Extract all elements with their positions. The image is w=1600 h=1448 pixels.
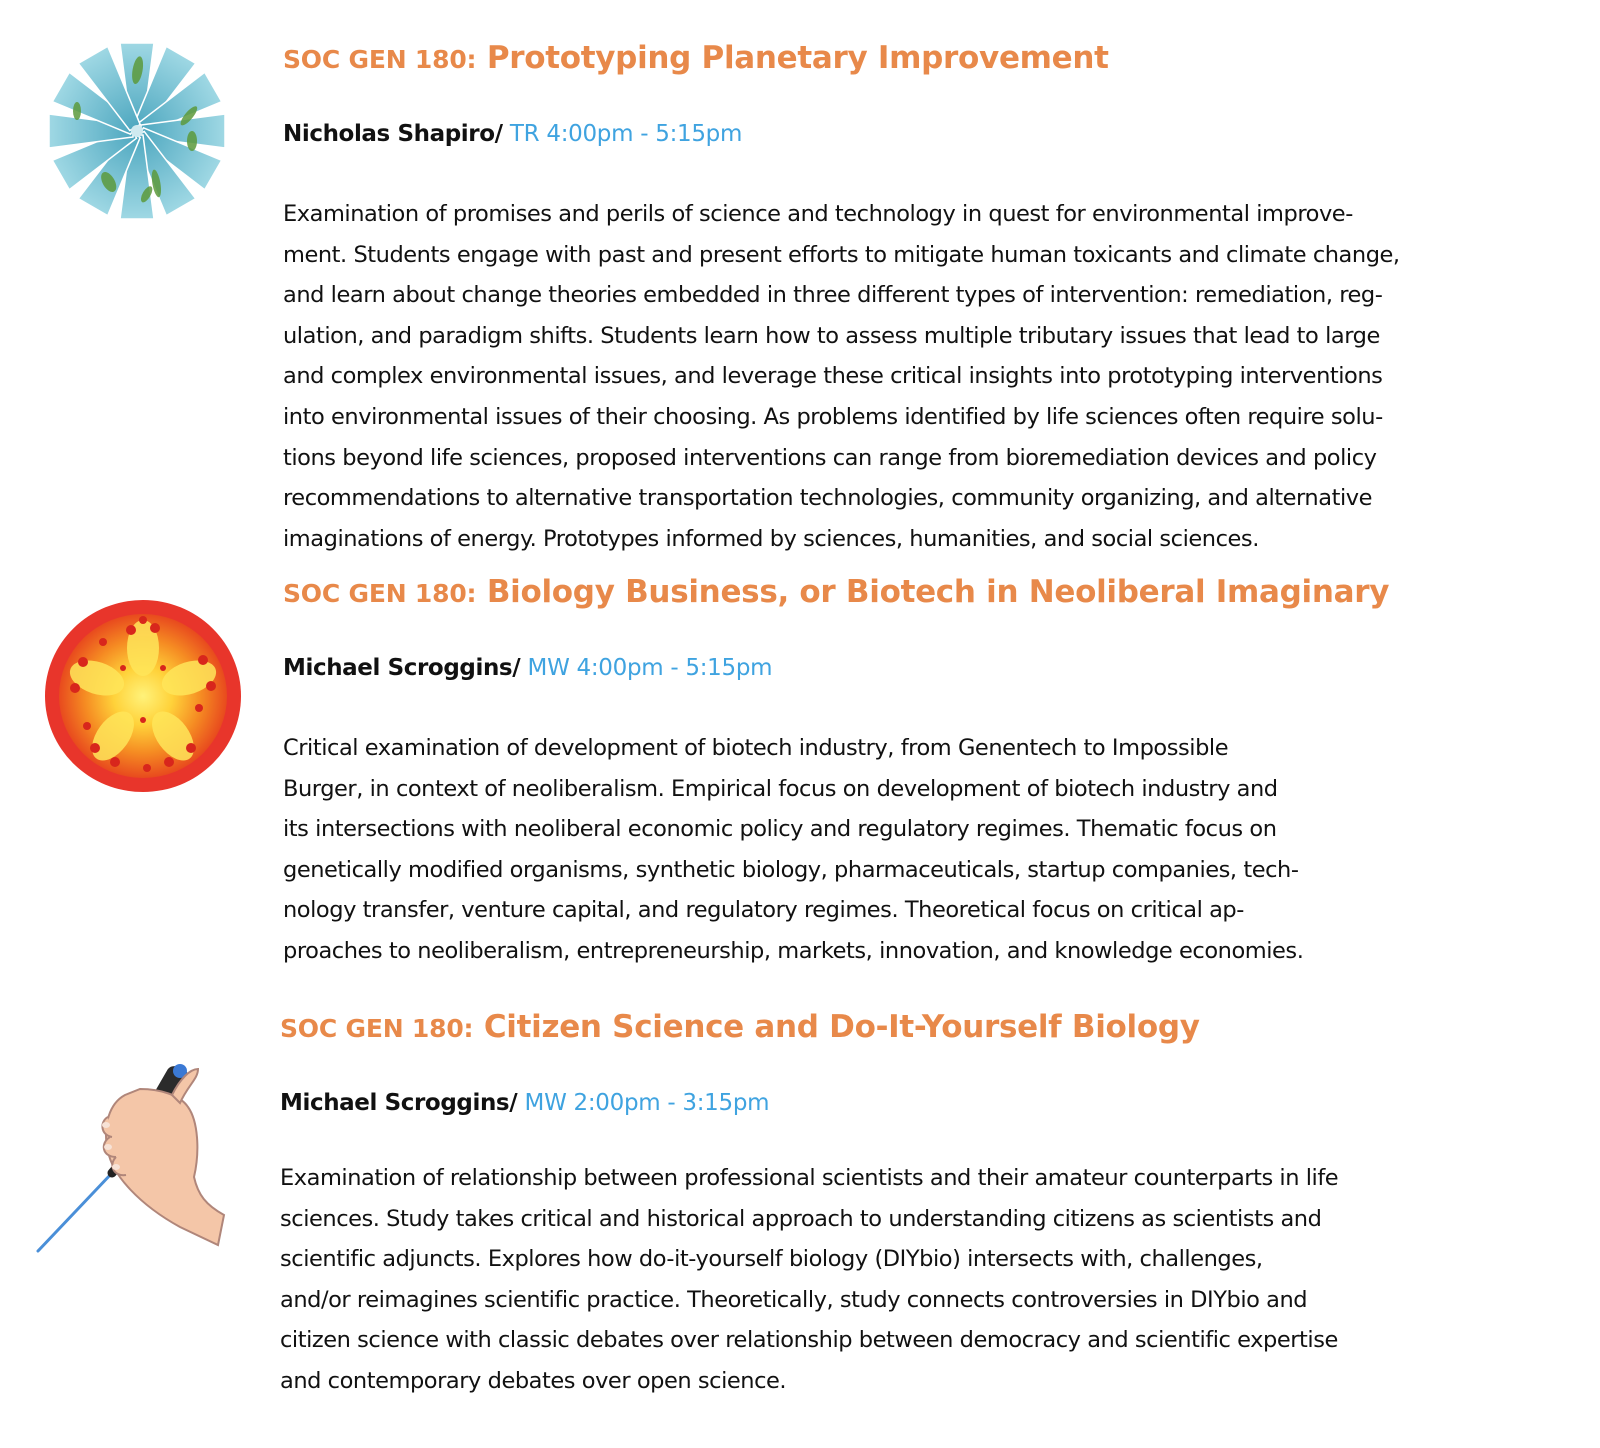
course-text [283,572,1583,614]
instructor-line [283,118,742,150]
course-code: SOC GEN 180: [280,1014,474,1043]
course-code: SOC GEN 180: [283,45,477,74]
course-entry [0,0,1600,555]
instructor-name: Nicholas Shapiro/ [283,121,503,147]
course-name: Biology Business, or Biotech in Neoliberal Imaginary [486,574,1390,610]
course-description: Examination of relationship between professional scientists and their amateur counterparts in life sciences. Study takes critical and historical approach to understanding citizens as scientists and scientific adjuncts. Explores how do-it-yourself biology (DIYbio) intersects with, challenges, and/or reimagines scientific practice. Theoretically, study connects controversies in DIYbio and citizen science with classic debates over relationship between democracy and scientific expertise and contemporary debates over open science. [280,1165,1339,1394]
course-entry [0,570,1600,990]
course-code: SOC GEN 180: [283,579,477,608]
course-text [280,1007,1580,1049]
course-name: Citizen Science and Do-It-Yourself Biology [483,1009,1200,1045]
tomato-slice-icon [43,598,243,794]
instructor-name: Michael Scroggins/ [280,1090,518,1116]
course-title [283,572,1583,614]
course-description: Critical examination of development of biotech industry, from Genentech to Impossible Burger, in context of neoliberalism. Empirical focus on development of biotech industry and its intersections with neoliberal economic policy and regulatory regimes. Thematic focus on genetically modified organisms, synthetic biology, pharmaceuticals, startup companies, tech- nology transfer, venture capital, and regulatory regimes. Theoretical focus on critical ap- proaches to neoliberalism, entrepreneurship, markets, innovation, and knowledge economies. [283,735,1304,964]
course-entry [0,1005,1600,1435]
instructor-name: Michael Scroggins/ [283,655,521,681]
course-text [283,38,1583,80]
course-title [280,1007,1580,1049]
course-description: Examination of promises and perils of science and technology in quest for environmental improve- ment. Students engage with past and present efforts to mitigate human toxicants and climate change, and learn about change theories embedded in three different types of intervention: remediation, reg- ulation, and paradigm shifts. Students learn how to assess multiple tributary issues that lead to large and complex environmental issues, and leverage these critical insights into prototyping interventions into environmental issues of their choosing. As problems identified by life sciences often require solu- tions beyond life sciences, proposed interventions can range from bioremediation devices and policy recommendations to alternative transportation technologies, community organizing, and alternative imaginations of energy. Prototypes informed by sciences, humanities, and social sciences. [283,201,1400,552]
globe-map-icon [40,42,235,220]
course-name: Prototyping Planetary Improvement [486,40,1109,76]
instructor-line [280,1087,769,1119]
schedule: MW 2:00pm - 3:15pm [524,1090,770,1116]
pipette-hand-icon [30,1055,230,1255]
instructor-line [283,652,772,684]
course-title [283,38,1583,80]
schedule: TR 4:00pm - 5:15pm [509,121,743,147]
schedule: MW 4:00pm - 5:15pm [527,655,773,681]
